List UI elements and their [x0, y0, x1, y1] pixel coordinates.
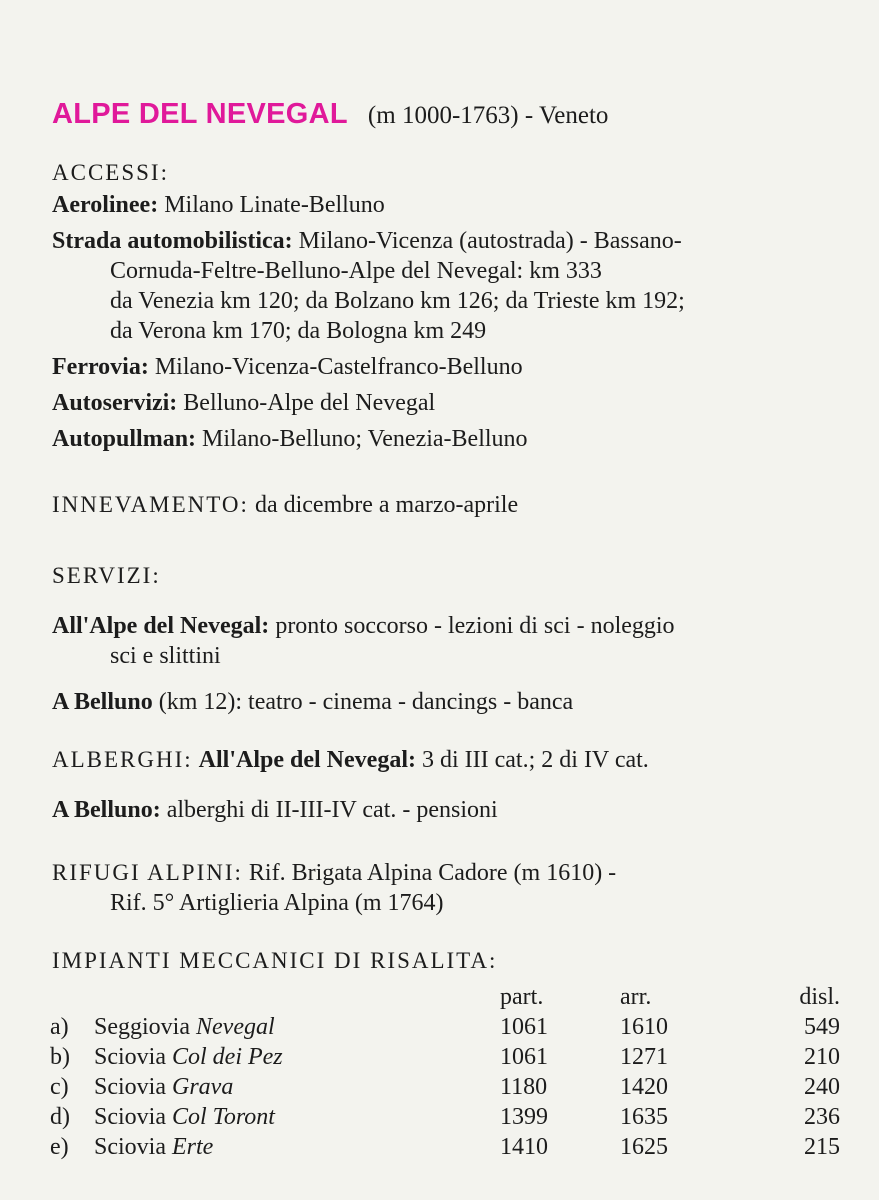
bus-value: Belluno-Alpe del Nevegal	[183, 390, 436, 416]
lift-part: 1180	[500, 1073, 548, 1100]
road-line-2: Cornuda-Feltre-Belluno-Alpe del Nevegal: km 333	[110, 258, 602, 284]
road-label: Strada automobilistica:	[52, 228, 293, 254]
row-letter: b)	[50, 1043, 70, 1070]
huts-heading: RIFUGI ALPINI:	[52, 860, 243, 885]
lifts-table-header	[50, 982, 840, 1012]
table-row	[50, 1042, 840, 1072]
lift-name: Col dei Pez	[172, 1043, 283, 1070]
lift-type: Sciovia	[94, 1073, 166, 1100]
lift-name: Grava	[172, 1073, 234, 1100]
access-rail	[52, 352, 839, 388]
airlines-label: Aerolinee:	[52, 192, 159, 218]
access-section	[52, 158, 839, 454]
col-header-part: part.	[500, 983, 544, 1010]
lift-arr: 1610	[620, 1013, 668, 1040]
table-row	[50, 1102, 840, 1132]
rail-value: Milano-Vicenza-Castelfranco-Belluno	[154, 354, 523, 380]
lift-name: Col Toront	[172, 1103, 275, 1130]
access-bus	[52, 388, 839, 424]
col-header-arr: arr.	[620, 983, 652, 1010]
lift-part: 1061	[500, 1043, 548, 1070]
access-coach	[52, 424, 839, 454]
hotels-belluno-label: A Belluno:	[52, 797, 161, 823]
hotels-alpe	[52, 745, 839, 775]
lift-name: Erte	[172, 1133, 214, 1160]
row-letter: e)	[50, 1133, 69, 1160]
lift-arr: 1271	[620, 1043, 668, 1070]
table-row	[50, 1072, 840, 1102]
lift-type: Sciovia	[94, 1103, 166, 1130]
hotels-alpe-value: 3 di III cat.; 2 di IV cat.	[421, 747, 649, 773]
lift-type: Sciovia	[94, 1043, 166, 1070]
lift-disl: 549	[804, 1013, 840, 1040]
lift-disl: 215	[804, 1133, 840, 1160]
table-row	[50, 1012, 840, 1042]
snow-value: da dicembre a marzo-aprile	[254, 492, 519, 518]
services-alpe-line-1: pronto soccorso - lezioni di sci - noleggio	[275, 613, 675, 639]
coach-value: Milano-Belluno; Venezia-Belluno	[202, 426, 528, 452]
lift-disl: 236	[804, 1103, 840, 1130]
lift-part: 1399	[500, 1103, 548, 1130]
hotels-belluno-value: alberghi di II-III-IV cat. - pensioni	[166, 797, 498, 823]
services-heading: SERVIZI:	[52, 563, 161, 588]
huts-section	[52, 858, 839, 918]
rail-label: Ferrovia:	[52, 354, 149, 380]
huts-line-1: Rif. Brigata Alpina Cadore (m 1610) -	[248, 860, 617, 886]
huts-line-2: Rif. 5° Artiglieria Alpina (m 1764)	[110, 890, 444, 916]
lift-arr: 1420	[620, 1073, 668, 1100]
hotels-heading: ALBERGHI:	[52, 747, 193, 772]
hotels-alpe-label: All'Alpe del Nevegal:	[198, 747, 416, 773]
row-letter: a)	[50, 1013, 69, 1040]
table-row	[50, 1132, 840, 1162]
lift-disl: 240	[804, 1073, 840, 1100]
lift-arr: 1635	[620, 1103, 668, 1130]
page-title: ALPE DEL NEVEGAL	[52, 98, 348, 130]
lift-part: 1410	[500, 1133, 548, 1160]
snow-heading: INNEVAMENTO:	[52, 492, 249, 517]
access-heading: ACCESSI:	[52, 160, 169, 185]
lift-arr: 1625	[620, 1133, 668, 1160]
col-header-disl: disl.	[799, 983, 840, 1010]
services-belluno-value: (km 12): teatro - cinema - dancings - banca	[158, 689, 574, 715]
row-letter: c)	[50, 1073, 69, 1100]
snow-section	[52, 490, 839, 520]
road-line-3: da Venezia km 120; da Bolzano km 126; da Trieste km 192;	[110, 288, 685, 314]
lift-type: Seggiovia	[94, 1013, 190, 1040]
lift-name: Nevegal	[196, 1013, 275, 1040]
row-letter: d)	[50, 1103, 70, 1130]
hotels-belluno	[52, 795, 839, 825]
lifts-heading: IMPIANTI MECCANICI DI RISALITA:	[52, 948, 498, 973]
coach-label: Autopullman:	[52, 426, 197, 452]
access-airlines	[52, 190, 839, 226]
lift-disl: 210	[804, 1043, 840, 1070]
services-alpe-line-2: sci e slittini	[110, 643, 221, 669]
road-line-1: Milano-Vicenza (autostrada) - Bassano-	[298, 228, 682, 254]
lift-type: Sciovia	[94, 1133, 166, 1160]
services-alpe-label: All'Alpe del Nevegal:	[52, 613, 270, 639]
lifts-table	[50, 982, 840, 1162]
services-section	[52, 561, 839, 717]
title-altitude-region: (m 1000-1763) - Veneto	[367, 102, 609, 129]
services-belluno-label: A Belluno	[52, 689, 153, 715]
bus-label: Autoservizi:	[52, 390, 178, 416]
access-road	[52, 226, 839, 352]
road-line-4: da Verona km 170; da Bologna km 249	[110, 318, 487, 344]
airlines-value: Milano Linate-Belluno	[164, 192, 385, 218]
lift-part: 1061	[500, 1013, 548, 1040]
title-line	[52, 98, 608, 131]
